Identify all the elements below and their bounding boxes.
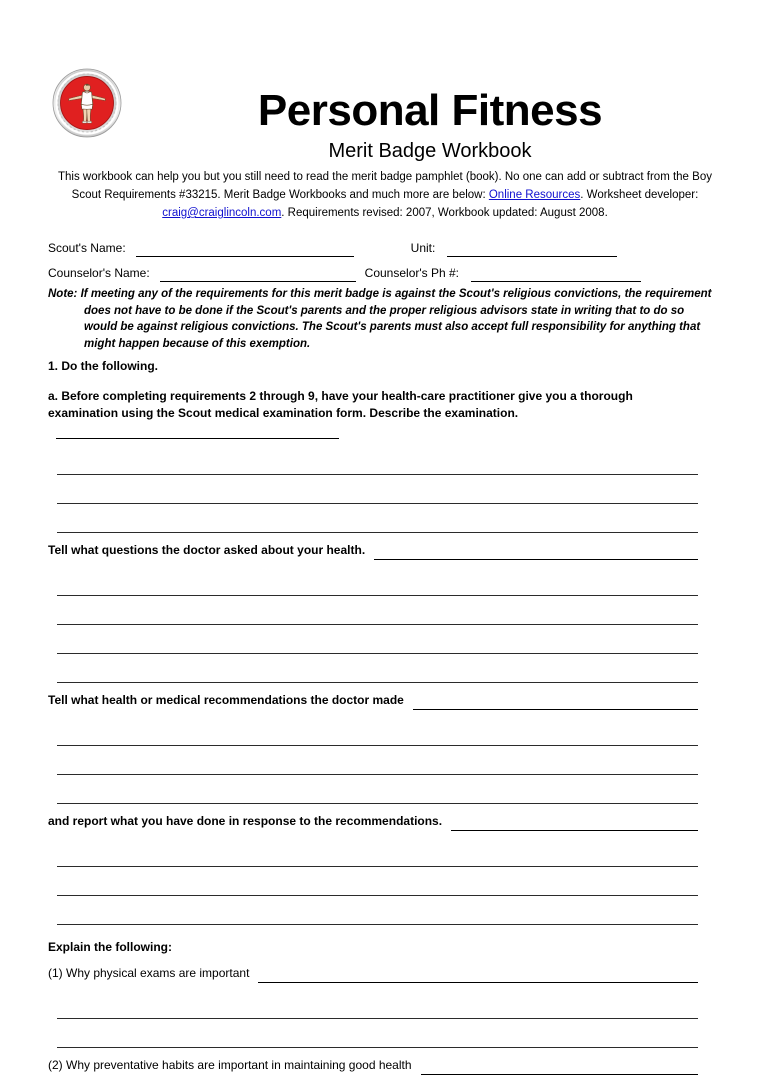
prompt-q-response-report (48, 813, 698, 831)
scout-name-input[interactable] (136, 244, 354, 257)
counselor-row (48, 257, 698, 282)
prompt-label: and report what you have done in response to the recommendations. (48, 814, 443, 828)
explain-heading: Explain the following: (48, 940, 172, 954)
counselor-phone-input[interactable] (471, 269, 641, 282)
answer-line[interactable] (57, 625, 698, 654)
intro-text-4: . Requirements revised: 2007, Workbook updated: August 2008. (281, 207, 608, 219)
scout-name-row (48, 232, 698, 257)
prompt-q-doctor-questions (48, 542, 698, 560)
spacer (48, 683, 698, 692)
spacer (48, 804, 698, 813)
requirement-1a (48, 388, 698, 439)
note-prefix: Note: (48, 288, 78, 300)
answer-line[interactable] (57, 504, 698, 533)
prompt-q-recommendations (48, 692, 698, 710)
prompt-answer-input[interactable] (451, 818, 698, 831)
answer-lines-q-doctor-questions (48, 560, 698, 683)
intro-text-2: . (580, 189, 584, 201)
requirement-1a-answer-input[interactable] (56, 427, 339, 439)
spacer (48, 956, 698, 965)
answer-line[interactable] (57, 654, 698, 683)
spacer (48, 533, 698, 542)
answer-line[interactable] (57, 717, 698, 746)
page-header (0, 0, 770, 168)
answer-line[interactable] (57, 475, 698, 504)
intro-text-3: Worksheet developer: (586, 189, 699, 201)
prompt-answer-input[interactable] (374, 547, 698, 560)
identification-fields (48, 232, 698, 282)
requirement-1-heading: 1. Do the following. (48, 359, 158, 373)
answer-line[interactable] (57, 1019, 698, 1048)
answer-line[interactable] (57, 446, 698, 475)
requirements-body (48, 358, 698, 1075)
title-block (130, 86, 730, 164)
prompt-explain-1 (48, 965, 698, 983)
answer-line[interactable] (57, 567, 698, 596)
answer-line[interactable] (57, 896, 698, 925)
prompt-label: (1) Why physical exams are important (48, 966, 250, 980)
personal-fitness-merit-badge-icon (52, 68, 122, 138)
page-subtitle: Merit Badge Workbook (328, 140, 532, 162)
spacer (48, 925, 698, 939)
answer-line[interactable] (57, 838, 698, 867)
counselor-name-input[interactable] (160, 269, 356, 282)
unit-input[interactable] (447, 244, 617, 257)
page-title: Personal Fitness (257, 86, 603, 135)
counselor-phone-label: Counselor's Ph #: (364, 266, 460, 280)
unit-label: Unit: (410, 241, 436, 255)
counselor-name-label: Counselor's Name: (48, 266, 150, 280)
answer-line[interactable] (57, 990, 698, 1019)
answer-lines-explain-1 (48, 983, 698, 1048)
spacer (48, 1048, 698, 1057)
religious-exemption-note (48, 286, 713, 352)
prompt-label: Tell what health or medical recommendations the doctor made (48, 693, 404, 707)
prompt-answer-input[interactable] (258, 970, 698, 983)
answer-line[interactable] (57, 596, 698, 625)
intro-text-1: This workbook can help you but you still need to read the merit badge pamphlet (book). No one can add or subtract from the Boy Scout Requirements #33215. Merit Badge Workbooks and much more are below: (58, 171, 712, 201)
prompt-answer-input[interactable] (421, 1062, 698, 1075)
prompt-answer-input[interactable] (413, 697, 698, 710)
prompt-explain-2 (48, 1057, 698, 1075)
requirement-1a-text: a. Before completing requirements 2 through 9, have your health-care practitioner give you a thorough examination using the Scout medical examination form. Describe the examination. (48, 389, 633, 420)
answer-line[interactable] (57, 867, 698, 896)
requirement-1a-answer-lines (48, 439, 698, 533)
online-resources-link[interactable]: Online Resources (488, 189, 581, 201)
answer-lines-q-response-report (48, 831, 698, 925)
answer-line[interactable] (57, 775, 698, 804)
note-full-text (48, 286, 713, 352)
note-body-text: If meeting any of the requirements for this merit badge is against the Scout's religious convictions, the requirement does not have to be done if the Scout's parents and the proper religious advisors state in writing that to do so would be against religious convictions. The Scout's parents must also accept full responsibility for anything that might happen because of this exemption. (80, 288, 712, 350)
intro-paragraph (50, 168, 720, 222)
prompt-label: (2) Why preventative habits are important in maintaining good health (48, 1058, 412, 1072)
answer-line[interactable] (57, 746, 698, 775)
answer-lines-q-recommendations (48, 710, 698, 804)
scout-name-label: Scout's Name: (48, 241, 126, 255)
developer-email-link[interactable]: craig@craiglincoln.com (162, 207, 282, 219)
prompt-label: Tell what questions the doctor asked about your health. (48, 543, 366, 557)
